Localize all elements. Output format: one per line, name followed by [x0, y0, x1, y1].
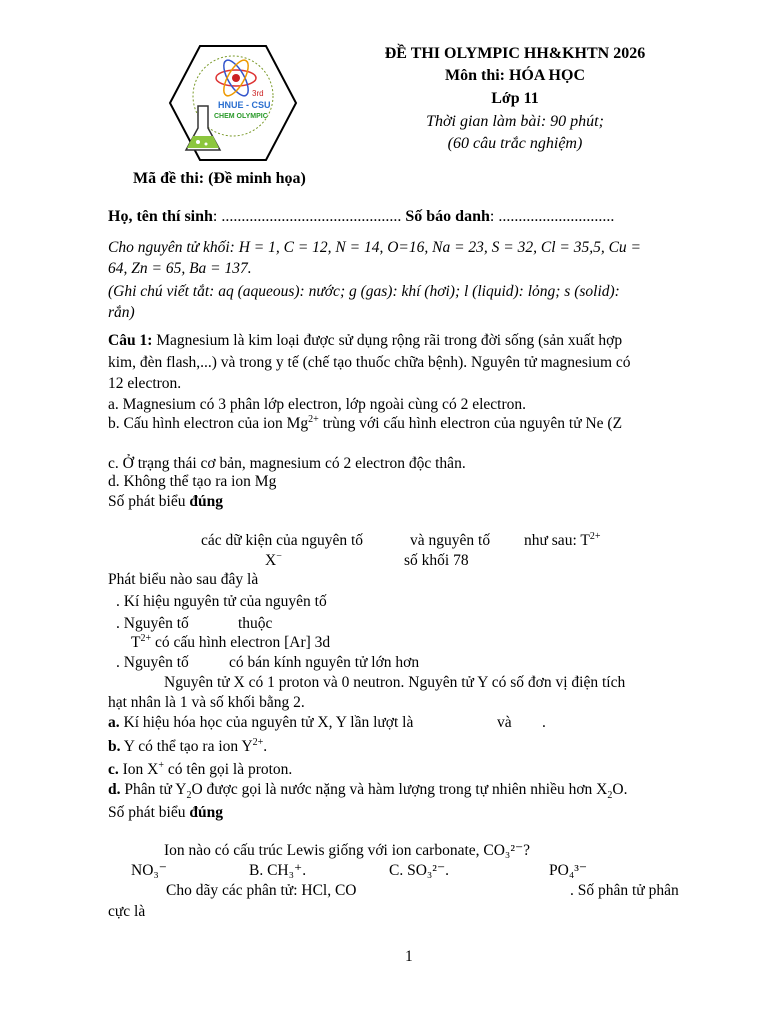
q2-option-b-2: thuộc: [238, 615, 273, 632]
q3-b-label: b.: [108, 738, 121, 755]
page-number: 1: [405, 948, 413, 965]
exam-title: ĐỀ THI OLYMPIC HH&KHTN 2026: [384, 45, 646, 62]
q1-count-bold: đúng: [189, 493, 223, 510]
q3-count-bold: đúng: [189, 804, 223, 821]
q2-option-c: [131, 633, 330, 653]
id-dots: : .............................: [489, 208, 615, 225]
q3-c-text: Ion X: [118, 761, 159, 778]
q3-statement-c: [108, 760, 292, 780]
q3-statement-d: [108, 780, 627, 800]
q2-data-c-text: như sau: T: [524, 532, 590, 549]
logo-text-hnue: HNUE - CSU: [218, 100, 271, 110]
q3-d-sub2: 2: [607, 790, 613, 802]
q2-opt-c-pre: T: [131, 634, 141, 651]
q1-statement-b: [108, 414, 622, 434]
q2-ion-x-sup: −: [276, 550, 282, 562]
q2-data-c-sup: 2+: [589, 530, 601, 542]
logo-text-chem: CHEM OLYMPIC: [214, 113, 268, 120]
q5-line1-a: Cho dãy các phân tử: HCl, CO: [166, 882, 357, 899]
q4-option-c: C. SO₃²⁻.: [389, 862, 450, 879]
q3-line2: hạt nhân là 1 và số khối bằng 2.: [108, 694, 305, 711]
q3-count: [108, 803, 223, 823]
q3-statement-a: [108, 713, 413, 733]
q3-d-sub1: 2: [186, 790, 192, 802]
q4-option-b: B. CH₃⁺.: [249, 862, 307, 879]
name-dots: : .............................................: [212, 208, 402, 225]
q2-ion-x-text: X: [265, 552, 277, 569]
q1-statement-d: d. Không thể tạo ra ion Mg: [108, 473, 277, 490]
q2-option-b-1: . Nguyên tố: [116, 615, 189, 632]
questions-count: (60 câu trắc nghiệm): [447, 135, 583, 152]
q5-line2: cực là: [108, 903, 146, 920]
q1-b-sup: 2+: [308, 413, 319, 425]
grade: Lớp 11: [491, 90, 539, 107]
q2-option-a: . Kí hiệu nguyên tử của nguyên tố: [116, 593, 327, 610]
q1-b-pre: b. Cấu hình electron của ion Mg: [108, 415, 309, 432]
q1-statement-a: a. Magnesium có 3 phân lớp electron, lớp ngoài cùng có 2 electron.: [108, 396, 526, 413]
q3-b-end: .: [263, 738, 268, 755]
q1-statement-c: c. Ở trạng thái cơ bản, magnesium có 2 electron độc thân.: [108, 455, 466, 472]
q3-c-sup: +: [158, 759, 165, 771]
q2-prompt: Phát biểu nào sau đây là: [108, 571, 259, 588]
q2-option-d-1: . Nguyên tố: [116, 654, 189, 671]
q3-line1: Nguyên tử X có 1 proton và 0 neutron. Nguyên tử Y có số đơn vị điện tích: [164, 674, 626, 691]
q3-b-sup: 2+: [252, 736, 264, 748]
q2-ion-x: [265, 551, 282, 571]
q2-data-b: và nguyên tố: [410, 532, 491, 549]
q3-a-and: và: [497, 714, 512, 731]
q2-opt-c-sup: 2+: [140, 632, 152, 644]
q3-a-label: a.: [108, 714, 120, 731]
q1-line3: 12 electron.: [108, 375, 182, 392]
atomic-masses-line2: 64, Zn = 65, Ba = 137.: [108, 260, 252, 277]
candidate-line: [108, 207, 614, 227]
abbrev-line2: rắn): [108, 304, 135, 321]
q3-c-label: c.: [108, 761, 119, 778]
q4-question: Ion nào có cấu trúc Lewis giống với ion carbonate, CO₃²⁻?: [164, 842, 531, 859]
q3-a-end: .: [542, 714, 546, 731]
olympic-logo: [168, 44, 298, 162]
q1-line1: [108, 331, 622, 351]
name-label: Họ, tên thí sinh: [108, 208, 213, 225]
exam-time: Thời gian làm bài: 90 phút;: [426, 113, 604, 130]
abbrev-line1: (Ghi chú viết tắt: aq (aqueous): nước; g (gas): khí (hơi); l (liquid): lỏng; s (solid):: [108, 283, 620, 300]
q3-d-text2: O được gọi là nước nặng và hàm lượng trong tự nhiên nhiều hơn X: [191, 781, 608, 798]
q3-count-pre: Số phát biểu: [108, 804, 190, 821]
q1-count: [108, 492, 223, 512]
q4-option-d: PO₄³⁻: [549, 862, 588, 879]
q1-b-post: trùng với cấu hình electron của nguyên tử Ne (Z: [318, 415, 623, 432]
q2-option-d-2: có bán kính nguyên tử lớn hơn: [229, 654, 420, 671]
subject: Môn thi: HÓA HỌC: [444, 67, 585, 84]
q3-statement-b: [108, 737, 267, 757]
atomic-masses-line1: Cho nguyên tử khối: H = 1, C = 12, N = 14, O=16, Na = 23, S = 32, Cl = 35,5, Cu =: [108, 239, 642, 256]
q1-text1: Magnesium là kim loại được sử dụng rộng rãi trong đời sống (sản xuất hợp: [152, 332, 623, 349]
q5-line1-b: . Số phân tử phân: [570, 882, 679, 899]
q3-d-label: d.: [108, 781, 121, 798]
q3-a-text: Kí hiệu hóa học của nguyên tử X, Y lần lượt là: [119, 714, 414, 731]
q3-c-end: có tên gọi là proton.: [164, 761, 293, 778]
q4-option-a: NO₃⁻: [131, 862, 167, 879]
q3-d-text1: Phân tử Y: [120, 781, 187, 798]
exam-code: Mã đề thi: (Đề minh họa): [133, 170, 306, 187]
q2-data-c: [524, 531, 600, 551]
svg-text:3rd: 3rd: [252, 89, 264, 98]
q2-opt-c-post: có cấu hình electron [Ar] 3d: [151, 634, 331, 651]
q2-mass-number: số khối 78: [404, 552, 469, 569]
q3-b-text: Y có thể tạo ra ion Y: [120, 738, 253, 755]
q2-data-a: các dữ kiện của nguyên tố: [201, 532, 364, 549]
q1-count-pre: Số phát biểu: [108, 493, 190, 510]
q3-d-text3: O.: [612, 781, 628, 798]
q1-line2: kim, đèn flash,...) và trong y tế (chế tạo thuốc chữa bệnh). Nguyên tử magnesium có: [108, 354, 631, 371]
q1-label: Câu 1:: [108, 332, 153, 349]
id-label: Số báo danh: [405, 208, 490, 225]
